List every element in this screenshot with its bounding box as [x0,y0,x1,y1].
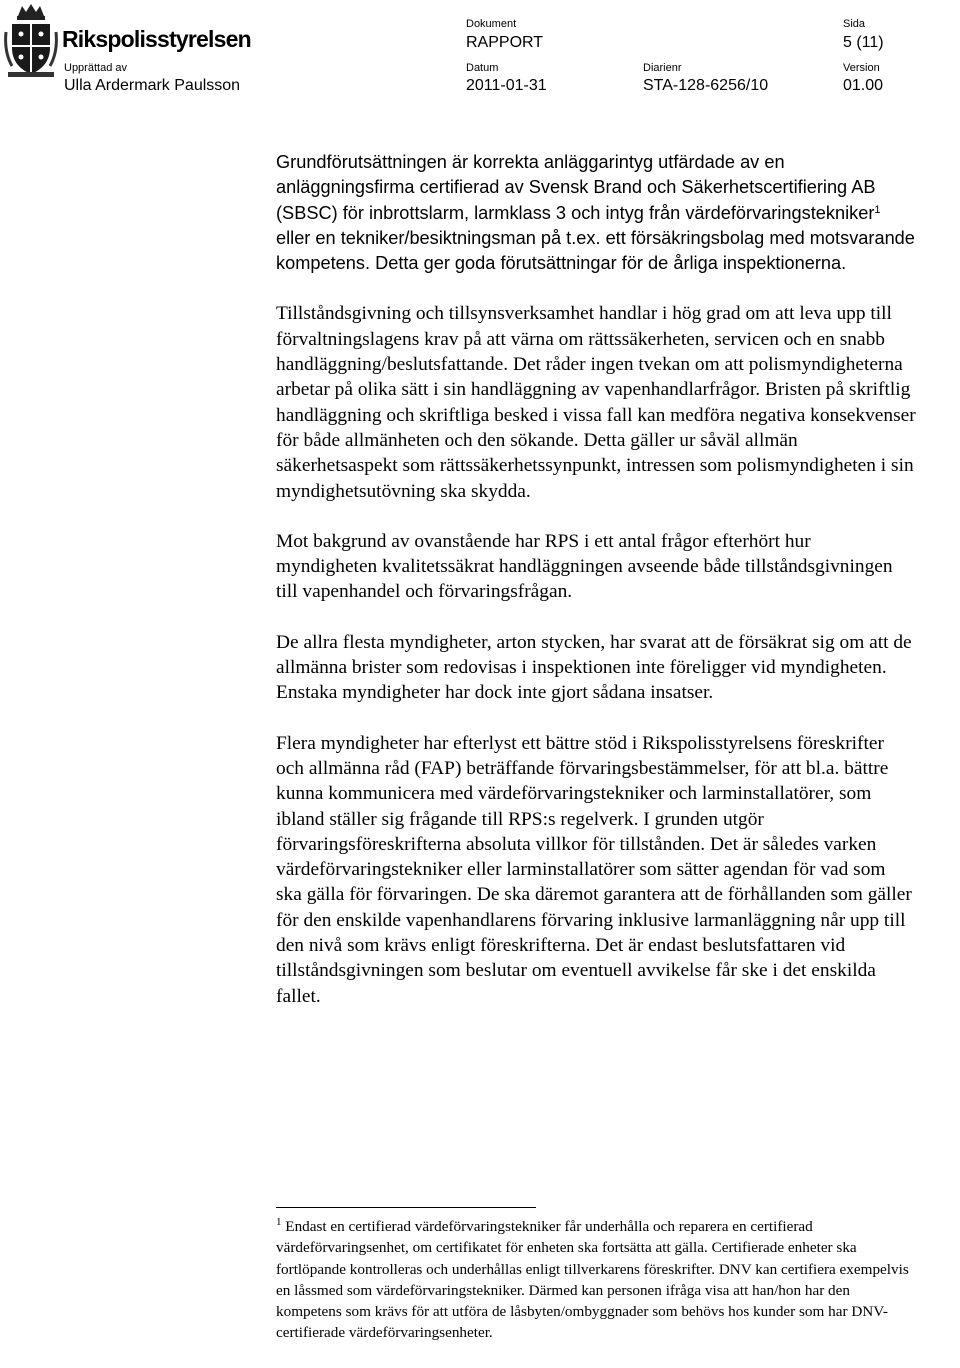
coat-of-arms-icon [4,2,58,80]
document-value: RAPPORT [466,34,544,51]
paragraph-1 [276,150,916,276]
footnote-reference[interactable]: 1 [874,203,881,216]
author-label: Upprättad av [64,62,127,74]
date-label: Datum [466,62,499,74]
paragraph-3: Mot bakgrund av ovanstående har RPS i ett antal frågor efterhört hur myndigheten kvalitetssäkrat handläggningen avseende både tillståndsgivningen till vapenhandel och förvaringsfrågan. [276,530,893,603]
version-value: 01.00 [843,77,884,94]
page-label: Sida [843,18,866,30]
author-value: Ulla Ardermark Paulsson [64,77,241,94]
paragraph-1-text-a: Grundförutsättningen är korrekta anläggarintyg utfärdade av en anläggningsfirma certifierad av Svensk Brand och Säkerhetscertifiering AB (SBSC) för inbrottslarm, larmklass 3 och intyg från värdeförvaringstekniker [276,152,876,223]
version-label: Version [843,62,880,74]
footnote-marker: 1 [276,1216,282,1228]
paragraph-5: Flera myndigheter har efterlyst ett bättre stöd i Rikspolisstyrelsens föreskrifter och allmänna råd (FAP) beträffande förvaringsbestämmelser, för att bl.a. bättre kunna kommunicera med värdeförvaringstekniker och larminstallatörer, som ibland ställer sig frågande till RPS:s regelverk. I grunden utgör förvaringsföreskrifterna absoluta villkor för tillstånden. Det är således varken värdeförvaringstekniker eller larminstallatörer som sätter agendan för vad som ska gälla för förvaringen. De ska däremot garantera att de förhållanden som gäller för den enskilde vapenhandlarens förvaring inklusive larmanläggning når upp till den nivå som krävs enligt föreskrifterna. Det är endast beslutsfattaren vid tillståndsgivningen som beslutar om eventuell avvikelse får ske i det enskilda fallet. [276,732,912,1007]
document-header [0,0,960,100]
brand-name: Rikspolisstyrelsen [62,26,251,52]
paragraph-2: Tillståndsgivning och tillsynsverksamhet handlar i hög grad om att leva upp till förvaltningslagens krav på att värna om rättssäkerheten, servicen och en snabb handläggning/beslutsfattande. Det råder ingen tvekan om att polismyndigheterna arbetar på olika sätt i sin handläggning av vapenhandlarfrågor. Bristen på skriftlig handläggning och skriftliga besked i vissa fall kan medföra negativa konsekvenser för både allmänheten och den sökande. Detta gäller ur såväl allmän säkerhetsaspekt som rättssäkerhetssynpunkt, intressen som polismyndigheten i sin myndighetsutövning ska skydda. [276,303,916,502]
footnote-separator [276,1207,536,1208]
diarienr-label: Diarienr [643,62,682,74]
footnote [276,1216,916,1344]
page-number: 5 (11) [843,34,884,51]
document-label: Dokument [466,18,517,30]
paragraph-1-text-b: eller en tekniker/besiktningsman på t.ex. ett försäkringsbolag med motsvarande kompetens. Detta ger goda förutsättningar för de årliga inspektionerna. [276,227,915,274]
diarienr-value: STA-128-6256/10 [643,77,769,94]
footnote-text: Endast en certifierad värdeförvaringstekniker får underhålla och reparera en certifierad värdeförvaringsenhet, om certifikatet för enheten ska fortsätta att gälla. Certifierade enheter ska fortlöpande kontrolleras och underhållas enligt tillverkarens föreskrifter. DNV kan certifiera exempelvis en låssmed som värdeförvaringstekniker. Därmed kan personen ifråga visa att han/hon har den kompetens som krävs för att utföra de låsbyten/ombyggnader som behövs hos kunder som har DNV-certifierade värdeförvaringsenheter. [276,1218,909,1342]
report-body [276,150,916,1009]
date-value: 2011-01-31 [466,77,547,94]
paragraph-4: De allra flesta myndigheter, arton stycken, har svarat att de försäkrat sig om att de allmänna brister som redovisas i inspektionen inte föreligger vid myndigheten. Enstaka myndigheter har dock inte gjort sådana insatser. [276,631,912,704]
